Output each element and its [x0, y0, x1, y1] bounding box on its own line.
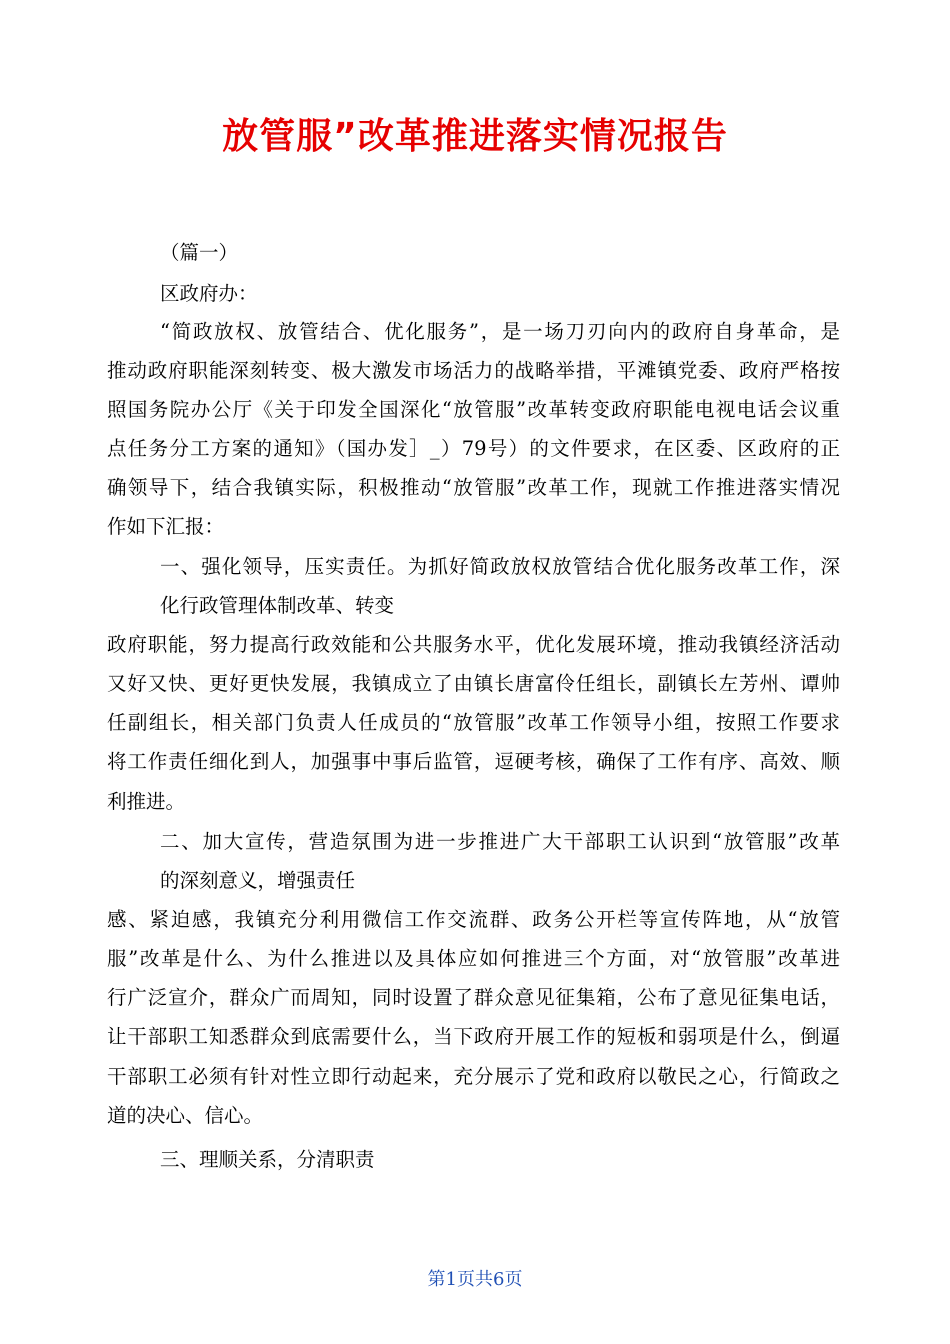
paragraph-line: 任副组长，相关部门负责人任成员的“放管服”改革工作领导小组，按照工作要求 [107, 711, 840, 734]
document-title: 放管服”改革推进落实情况报告 [222, 116, 728, 157]
paragraph-line: 政府职能，努力提高行政效能和公共服务水平，优化发展环境，推动我镇经济活动 [107, 633, 840, 656]
paragraph-line: 感、紧迫感，我镇充分利用微信工作交流群、政务公开栏等宣传阵地，从“放管 [107, 908, 840, 931]
paragraph-line: 让干部职工知悉群众到底需要什么，当下政府开展工作的短板和弱项是什么，倒逼 [107, 1025, 840, 1048]
section-label: （篇一） [160, 241, 239, 264]
paragraph-line: 点任务分工方案的通知》（国办发］_）79号）的文件要求，在区委、区政府的正 [107, 437, 840, 460]
section-heading-3: 三、理顺关系，分清职责 [160, 1148, 375, 1171]
paragraph-line: 推动政府职能深刻转变、极大激发市场活力的战略举措，平滩镇党委、政府严格按 [107, 359, 840, 382]
section-heading-1: 一、强化领导，压实责任。为抓好简政放权放管结合优化服务改革工作，深 [160, 555, 840, 578]
paragraph-line: 确领导下，结合我镇实际，积极推动“放管服”改革工作，现就工作推进落实情况 [107, 476, 840, 499]
paragraph-line: 服”改革是什么、为什么推进以及具体应如何推进三个方面，对“放管服”改革进 [107, 947, 840, 970]
paragraph-line: 道的决心、信心。 [107, 1104, 264, 1127]
paragraph-line: 又好又快、更好更快发展，我镇成立了由镇长唐富伶任组长，副镇长左芳州、谭帅 [107, 672, 840, 695]
paragraph-line: “简政放权、放管结合、优化服务”，是一场刀刃向内的政府自身革命，是 [160, 320, 840, 343]
paragraph-line: 的深刻意义，增强责任 [160, 869, 356, 892]
paragraph-line: 将工作责任细化到人，加强事中事后监管，逗硬考核，确保了工作有序、高效、顺 [107, 750, 840, 773]
paragraph-line: 化行政管理体制改革、转变 [160, 594, 395, 617]
paragraph-line: 干部职工必须有针对性立即行动起来，充分展示了党和政府以敬民之心，行简政之 [107, 1065, 840, 1088]
paragraph-line: 利推进。 [107, 790, 186, 813]
addressee: 区政府办： [160, 282, 258, 305]
paragraph-line: 作如下汇报： [107, 515, 225, 538]
page-number: 第1页共6页 [427, 1269, 523, 1290]
section-heading-2: 二、加大宣传，营造氛围为进一步推进广大干部职工认识到“放管服”改革 [160, 830, 840, 853]
paragraph-line: 照国务院办公厅《关于印发全国深化“放管服”改革转变政府职能电视电话会议重 [107, 398, 840, 421]
paragraph-line: 行广泛宣介，群众广而周知，同时设置了群众意见征集箱，公布了意见征集电话， [107, 986, 840, 1009]
